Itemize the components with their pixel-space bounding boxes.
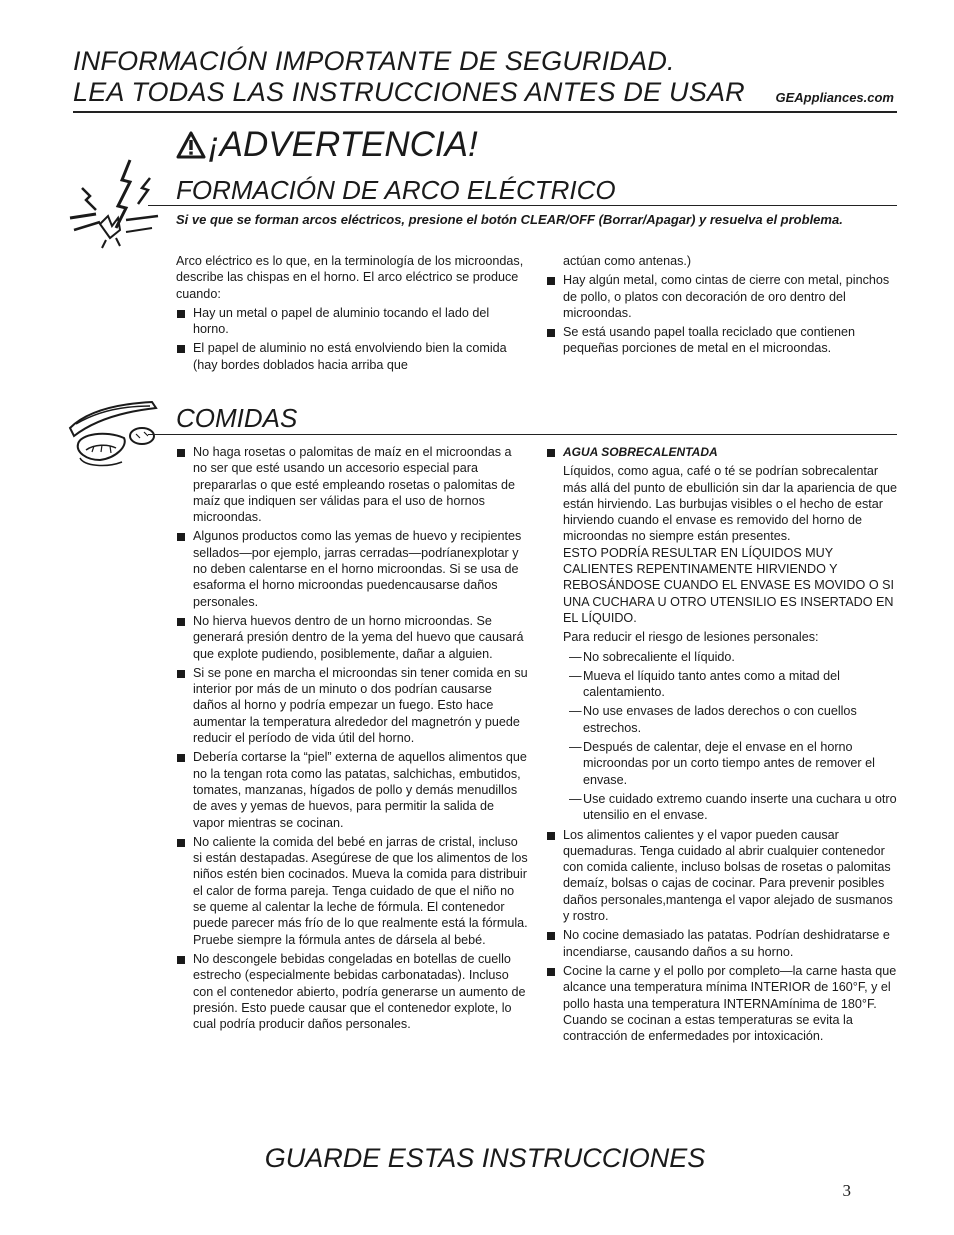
arcing-left-column (176, 253, 528, 376)
warning-heading (176, 124, 478, 166)
list-item: Cocine la carne y el pollo por completo—la carne hasta que alcance una temperatura mínima INTERIOR de 160°F, y el pollo hasta una temperatura INTERNAmínima de 180°F. Cuando se cocinan a estas temperaturas se evita la contracción de enfermedades por intoxicación. (546, 963, 898, 1044)
dash-item: — Mueva el líquido tanto antes como a mitad del calentamiento. (563, 668, 898, 701)
foods-right-list (546, 827, 898, 1045)
list-item: No haga rosetas o palomitas de maíz en el microondas a no ser que esté usando un accesorio especial para prepararlas o que esté empleando rosetas o palomitas de maíz que indiquen ser válidas para el uso de hornos microondas. (176, 444, 528, 525)
arcing-section-divider (148, 205, 897, 206)
dash-item: — No sobrecaliente el líquido. (563, 649, 898, 665)
superheated-list (546, 444, 898, 460)
electric-arc-icon (66, 158, 162, 250)
website-link[interactable]: GEAppliances.com (775, 90, 894, 105)
header-title-line1: INFORMACIÓN IMPORTANTE DE SEGURIDAD. (73, 46, 675, 76)
header-title-line2: LEA TODAS LAS INSTRUCCIONES ANTES DE USAR (73, 77, 745, 107)
superheated-text: Líquidos, como agua, café o té se podrían sobrecalentar más allá del punto de ebullición sin dar la apariencia de que están hirviendo. Las burbujas visibles o el hecho de estar hirviendo cuando el envase es removido del horno de microondas no siempre están presentes. (563, 464, 897, 544)
list-item: Se está usando papel toalla reciclado que contienen pequeñas porciones de metal en el microondas. (546, 324, 898, 357)
page-header-title (73, 46, 773, 108)
superheated-heading-text: AGUA SOBRECALENTADA (563, 445, 718, 459)
list-item: No hierva huevos dentro de un horno microondas. Se generará presión dentro de la yema del huevo que causará que explote pudiendo, posiblemente, dañar a alguien. (176, 613, 528, 662)
arcing-right-column (546, 253, 898, 360)
foods-section-title: COMIDAS (176, 403, 298, 433)
list-item: Debería cortarse la “piel” externa de aquellos alimentos que no la tengan rota como las patatas, salchichas, embutidos, tomates, manzanas, hígados de pollo y demás menudillos de aves y yemas de huevos, para permitir la salida de vapor mientras se cocinan. (176, 749, 528, 830)
arcing-lead-text: Si ve que se forman arcos eléctricos, presione el botón CLEAR/OFF (Borrar/Apagar) y resuelva el problema. (176, 212, 843, 227)
list-item: Hay un metal o papel de aluminio tocando el lado del horno. (176, 305, 528, 338)
warning-label: ¡ADVERTENCIA! (208, 125, 478, 164)
list-item: No descongele bebidas congeladas en botellas de cuello estrecho (especialmente bebidas carbonatadas). Incluso con el contenedor abierto, podría generarse un aumento de presión. Esto puede causar que el contenedor explote, lo cual podría producir daños personales. (176, 951, 528, 1032)
superheated-body (546, 463, 898, 823)
list-item: Hay algún metal, como cintas de cierre con metal, pinchos de pollo, o platos con decoración de oro dentro del microondas. (546, 272, 898, 321)
food-icon (66, 398, 162, 474)
list-item: No caliente la comida del bebé en jarras de cristal, incluso si están destapadas. Asegúrese de que los alimentos de los niños estén bien cocinados. Mueva la comida para distribuir el calor de forma pareja. Tenga cuidado de que el niño no se queme al calentar la leche de fórmula. El contenedor puede parecer más frío de lo que realmente está la fórmula. Pruebe siempre la fórmula antes de dársela al bebé. (176, 834, 528, 948)
list-item: El papel de aluminio no está envolviendo bien la comida (hay bordes doblados hacia arriba que (176, 340, 528, 373)
dash-item: — No use envases de lados derechos o con cuellos estrechos. (563, 703, 898, 736)
foods-section-divider (148, 434, 897, 435)
foods-right-column (546, 444, 898, 1047)
list-item: Algunos productos como las yemas de huevo y recipientes sellados—por ejemplo, jarras cerradas—podríanexplotar y no deben calentarse en el horno microondas. Si se usa de esaforma el horno microondas puedencausarse daños personales. (176, 528, 528, 609)
superheated-reduce: Para reducir el riesgo de lesiones personales: (563, 630, 819, 645)
superheated-caps: ESTO PODRÍA RESULTAR EN LÍQUIDOS MUY CALIENTES REPENTINAMENTE HIRVIENDO Y REBOSÁNDOSE CUANDO EL ENVASE ES MOVIDO O SI UNA CUCHARA U OTRO UTENSILIO ES INSERTADO EN EL LÍQUIDO. (563, 545, 895, 625)
list-item: Si se pone en marcha el microondas sin tener comida en su interior por más de un minuto o dos podrían causarse daños al horno y podría empezar un fuego. Esto hace aumentar la temperatura alrededor del magnetrón y puede reducir el período de vida útil del horno. (176, 665, 528, 746)
footer-title: GUARDE ESTAS INSTRUCCIONES (264, 1143, 706, 1173)
arcing-section-title: FORMACIÓN DE ARCO ELÉCTRICO (176, 175, 616, 205)
foods-left-column (176, 444, 528, 1035)
arcing-left-list (176, 305, 528, 373)
superheated-heading (546, 444, 898, 460)
arcing-continuation: actúan como antenas.) (563, 254, 692, 268)
header-divider (73, 111, 897, 113)
warning-triangle-icon (176, 131, 206, 159)
arcing-intro: Arco eléctrico es lo que, en la terminología de los microondas, describe las chispas en el horno. El arco eléctrico se produce cuando: (176, 254, 524, 301)
page-number: 3 (842, 1181, 851, 1200)
arcing-right-list (546, 272, 898, 356)
list-item: No cocine demasiado las patatas. Podrían deshidratarse e incendiarse, causando daños a su horno. (546, 927, 898, 960)
dash-item: — Use cuidado extremo cuando inserte una cuchara u otro utensilio en el envase. (563, 791, 898, 824)
foods-left-list (176, 444, 528, 1032)
dash-item: — Después de calentar, deje el envase en el horno microondas por un corto tiempo antes de remover el envase. (563, 739, 898, 788)
list-item: Los alimentos calientes y el vapor pueden causar quemaduras. Tenga cuidado al abrir cualquier contenedor con comida caliente, incluso bolsas de rosetas o palomitas demaíz, bolsas o cajas de cocinar. Para prevenir posibles daños personales,mantenga el vapor alejado de susmanos y rostro. (546, 827, 898, 925)
